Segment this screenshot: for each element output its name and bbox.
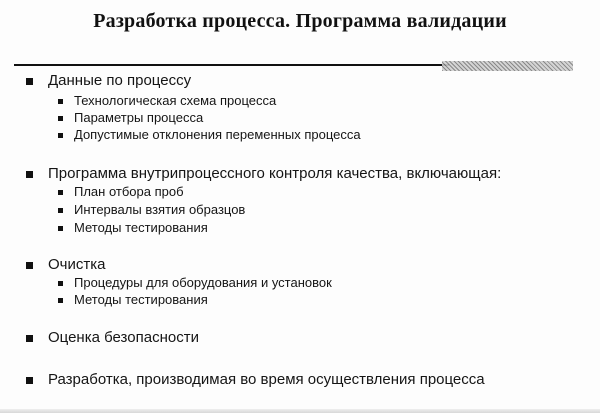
subitem-label: Допустимые отклонения переменных процесса bbox=[74, 127, 361, 142]
subitem-label: Интервалы взятия образцов bbox=[74, 202, 246, 217]
small-square-bullet-icon bbox=[58, 281, 63, 286]
section-label: Оценка безопасности bbox=[48, 329, 199, 346]
square-bullet-icon bbox=[26, 262, 33, 269]
small-square-bullet-icon bbox=[58, 226, 63, 231]
subitem-label: Методы тестирования bbox=[74, 220, 208, 235]
square-bullet-icon bbox=[26, 335, 33, 342]
square-bullet-icon bbox=[26, 78, 33, 85]
small-square-bullet-icon bbox=[58, 298, 63, 303]
small-square-bullet-icon bbox=[58, 133, 63, 138]
scan-bottom-edge bbox=[0, 409, 600, 413]
subitem-label: Параметры процесса bbox=[74, 110, 204, 125]
section-label: Очистка bbox=[48, 256, 106, 273]
subitem-label: Процедуры для оборудования и установок bbox=[74, 275, 332, 290]
small-square-bullet-icon bbox=[58, 99, 63, 104]
small-square-bullet-icon bbox=[58, 116, 63, 121]
section-label: Данные по процессу bbox=[48, 72, 192, 89]
slide-title: Разработка процесса. Программа валидации bbox=[93, 10, 507, 32]
square-bullet-icon bbox=[26, 377, 33, 384]
section-label: Программа внутрипроцессного контроля качества, включающая: bbox=[48, 165, 502, 182]
subitem-label: Технологическая схема процесса bbox=[74, 93, 277, 108]
small-square-bullet-icon bbox=[58, 208, 63, 213]
small-square-bullet-icon bbox=[58, 190, 63, 195]
subitem-label: Методы тестирования bbox=[74, 292, 208, 307]
section-label: Разработка, производимая во время осуществления процесса bbox=[48, 371, 485, 388]
subitem-label: План отбора проб bbox=[74, 184, 184, 199]
square-bullet-icon bbox=[26, 171, 33, 178]
